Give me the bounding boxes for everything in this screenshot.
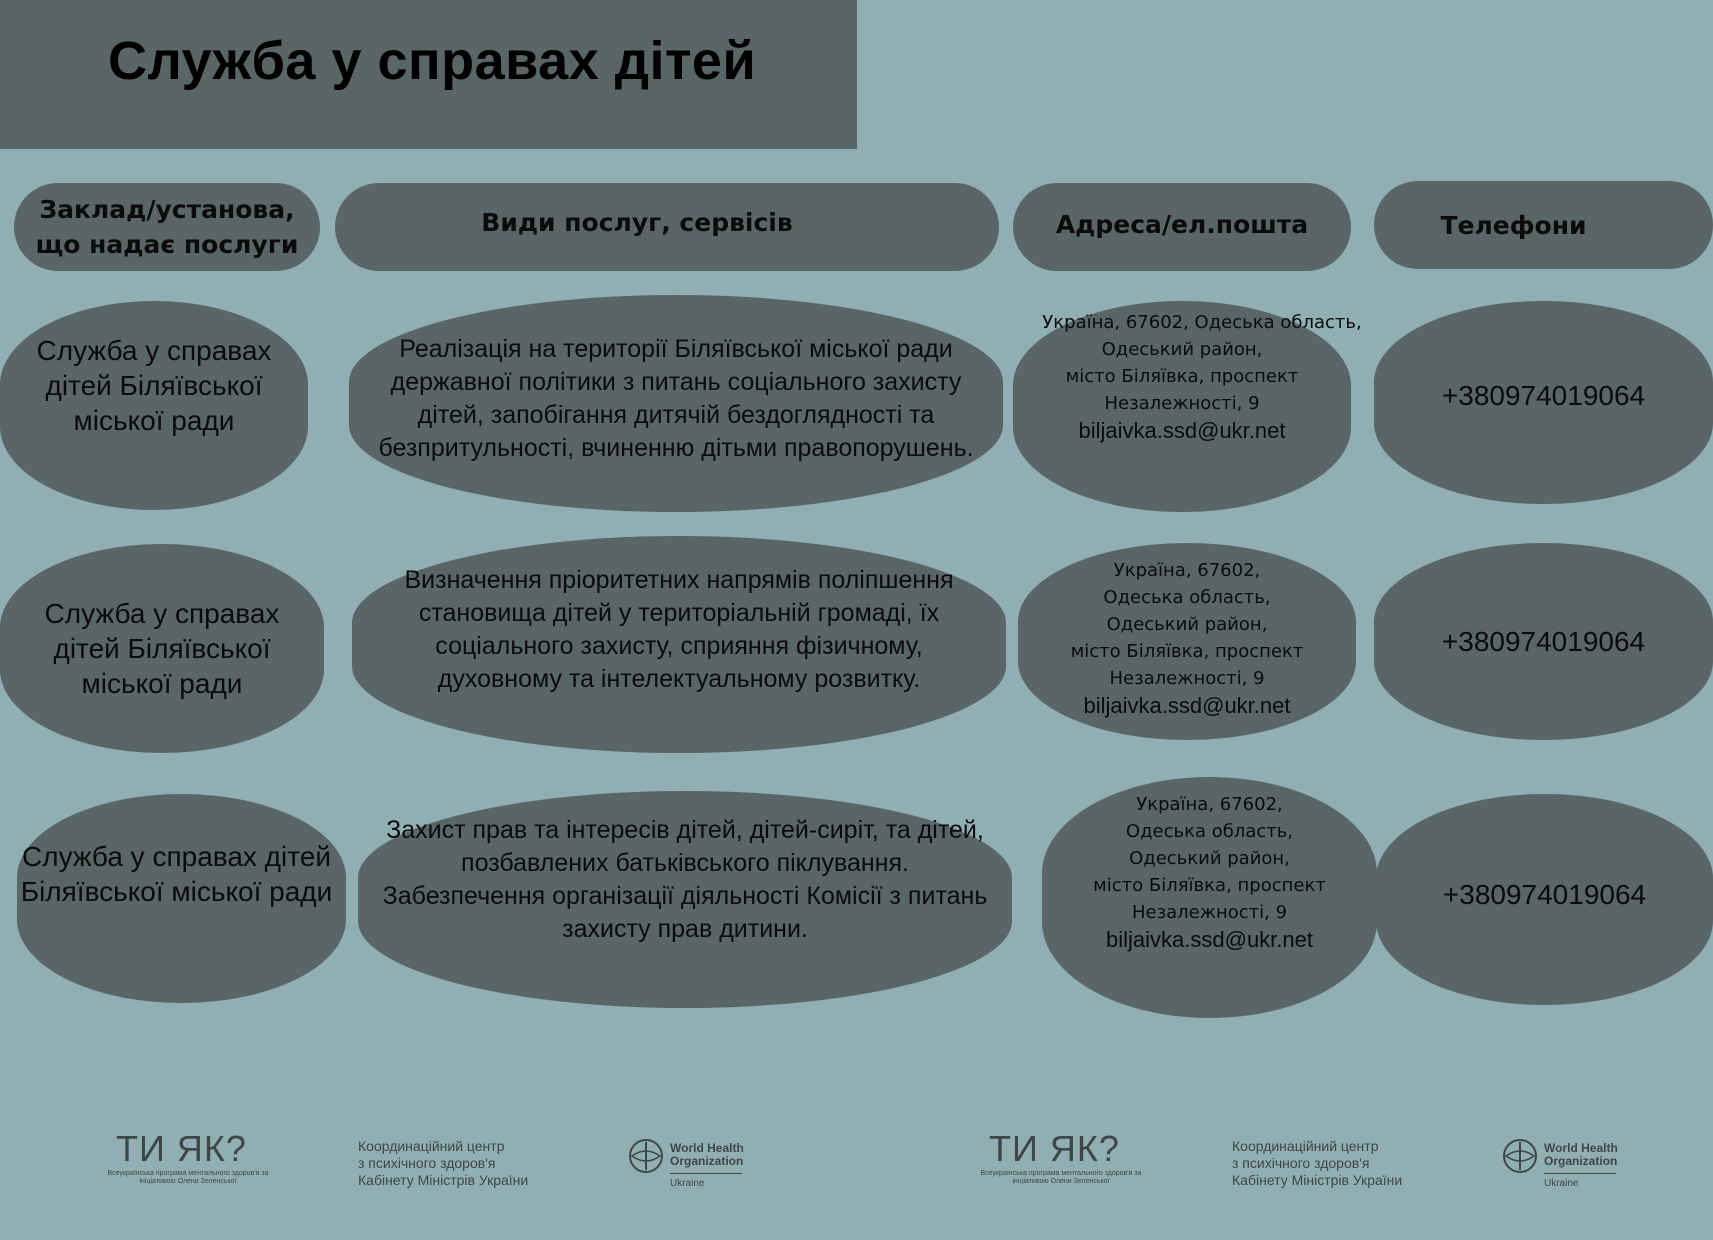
coordination-center-logo: Координаційний центр з психічного здоров'я Кабінету Міністрів України xyxy=(358,1138,529,1188)
row-2-address xyxy=(1018,543,1356,740)
who-logo: World Health Organization Ukraine xyxy=(626,1136,746,1192)
address-line: Україна, 67602, xyxy=(1136,794,1283,815)
email-text: biljaivka.ssd@ukr.net xyxy=(1078,418,1286,443)
address-line: місто Біляївка, проспект xyxy=(1070,641,1304,662)
address-line: Незалежності, 9 xyxy=(1109,668,1265,689)
email-text: biljaivka.ssd@ukr.net xyxy=(1083,693,1291,718)
header-phones: Телефони xyxy=(1374,181,1713,269)
row-1-services: Реалізація на території Біляївської міської ради державної політики з питань соціального захисту дітей, запобігання дитячій бездоглядності та безпритульності, вчиненню дітьми правопорушень. xyxy=(349,295,1003,512)
address-line: Одеська область, xyxy=(1103,587,1271,608)
tiyak-logo: ТИ ЯК? Всеукраїнська програма ментального здоров'я за ініціативою Олени Зеленської xyxy=(971,1128,1151,1186)
row-2-phone: +380974019064 xyxy=(1374,543,1713,740)
who-logo: World Health Organization Ukraine xyxy=(1500,1136,1620,1192)
address-line: місто Біляївка, проспект xyxy=(1065,366,1299,387)
row-2-institution: Служба у справах дітей Біляївської міської ради xyxy=(0,544,324,753)
coordination-center-logo: Координаційний центр з психічного здоров'я Кабінету Міністрів України xyxy=(1232,1138,1403,1188)
header-services: Види послуг, сервісів xyxy=(335,183,999,271)
header-address: Адреса/ел.пошта xyxy=(1013,183,1351,271)
address-line: місто Біляївка, проспект xyxy=(1093,875,1326,896)
row-1-address xyxy=(1013,301,1362,512)
address-line: Незалежності, 9 xyxy=(1131,902,1288,923)
header-institution: Заклад/установа, що надає послуги xyxy=(14,183,320,271)
address-line: Одеська область, xyxy=(1125,821,1294,842)
tiyak-subtitle: Всеукраїнська програма ментального здоров'я за ініціативою Олени Зеленської xyxy=(107,1170,269,1185)
email-text: biljaivka.ssd@ukr.net xyxy=(1106,927,1313,952)
address-line: Україна, 67602, xyxy=(1113,560,1261,581)
page-title: Служба у справах дітей xyxy=(108,31,757,91)
address-line: Одеський район, xyxy=(1101,339,1263,360)
who-emblem-icon xyxy=(626,1136,666,1176)
row-3-address xyxy=(1042,777,1377,1018)
row-1-institution: Служба у справах дітей Біляївської міської ради xyxy=(0,301,308,510)
row-3-services: Захист прав та інтересів дітей, дітей-сиріт, та дітей, позбавлених батьківського піклування. Забезпечення організації діяльності Комісії з питань захисту прав дитини. xyxy=(358,791,1012,1008)
address-line: Одеський район, xyxy=(1129,848,1290,869)
row-2-services: Визначення пріоритетних напрямів поліпшення становища дітей у територіальній громаді, їх соціального захисту, сприяння фізичному, духовному та інтелектуальному розвитку. xyxy=(352,536,1006,753)
address-line: Україна, 67602, Одеська область, xyxy=(1042,312,1362,333)
tiyak-subtitle: Всеукраїнська програма ментального здоров'я за ініціативою Олени Зеленської xyxy=(980,1170,1142,1185)
address-line: Незалежності, 9 xyxy=(1104,393,1260,414)
row-3-institution: Служба у справах дітей Біляївської міської ради xyxy=(17,794,346,1003)
who-emblem-icon xyxy=(1500,1136,1540,1176)
title-banner xyxy=(0,0,857,149)
tiyak-logo: ТИ ЯК? Всеукраїнська програма ментального здоров'я за ініціативою Олени Зеленської xyxy=(98,1128,278,1186)
address-line: Одеський район, xyxy=(1106,614,1268,635)
row-3-phone: +380974019064 xyxy=(1376,794,1713,1005)
row-1-phone: +380974019064 xyxy=(1374,301,1713,504)
